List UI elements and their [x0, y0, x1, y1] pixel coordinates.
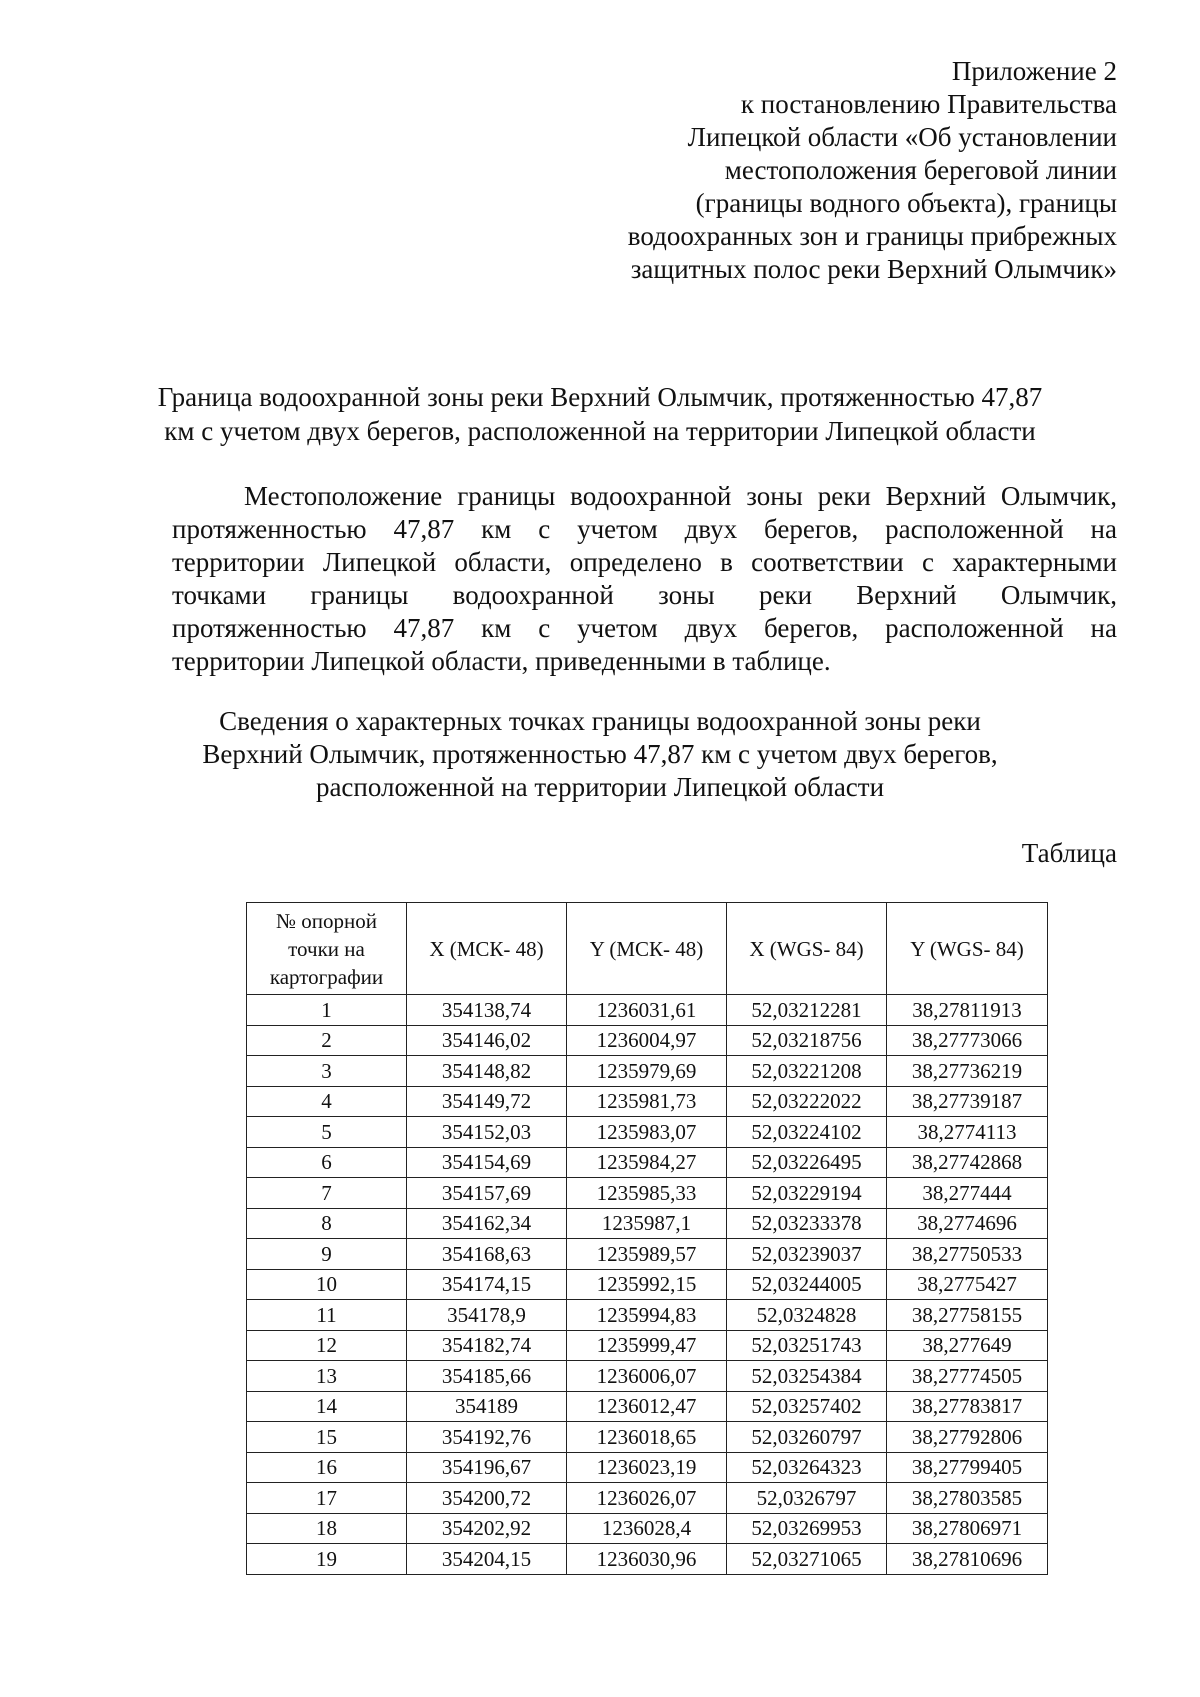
cell-x-msk: 354204,15 — [407, 1544, 567, 1575]
cell-x-msk: 354189 — [407, 1391, 567, 1422]
cell-y-msk: 1236012,47 — [567, 1391, 727, 1422]
cell-point-number: 5 — [247, 1117, 407, 1148]
cell-point-number: 8 — [247, 1208, 407, 1239]
cell-y-msk: 1236031,61 — [567, 995, 727, 1026]
cell-y-wgs: 38,27810696 — [887, 1544, 1048, 1575]
cell-point-number: 15 — [247, 1422, 407, 1453]
cell-y-msk: 1235999,47 — [567, 1330, 727, 1361]
header-x-msk: X (МСК- 48) — [407, 903, 567, 995]
cell-x-wgs: 52,03239037 — [727, 1239, 887, 1270]
cell-x-msk: 354174,15 — [407, 1269, 567, 1300]
cell-point-number: 12 — [247, 1330, 407, 1361]
table-label: Таблица — [1021, 838, 1117, 868]
cell-point-number: 11 — [247, 1300, 407, 1331]
cell-y-wgs: 38,27736219 — [887, 1056, 1048, 1087]
cell-x-wgs: 52,0326797 — [727, 1483, 887, 1514]
appendix-line: водоохранных зон и границы прибрежных — [627, 221, 1117, 251]
cell-y-wgs: 38,2774696 — [887, 1208, 1048, 1239]
caption-line: расположенной на территории Липецкой области — [315, 772, 885, 802]
header-point-number-line: № опорной — [275, 908, 377, 933]
cell-y-msk: 1235989,57 — [567, 1239, 727, 1270]
cell-point-number: 9 — [247, 1239, 407, 1270]
cell-y-wgs: 38,27774505 — [887, 1361, 1048, 1392]
table-row — [247, 1544, 1048, 1575]
cell-x-wgs: 52,03251743 — [727, 1330, 887, 1361]
cell-x-msk: 354178,9 — [407, 1300, 567, 1331]
cell-x-msk: 354196,67 — [407, 1452, 567, 1483]
table-row — [247, 1086, 1048, 1117]
cell-x-wgs: 52,03212281 — [727, 995, 887, 1026]
header-point-number-line: картографии — [269, 964, 384, 989]
table-row — [247, 1117, 1048, 1148]
appendix-line: к постановлению Правительства — [740, 89, 1117, 119]
cell-point-number: 6 — [247, 1147, 407, 1178]
cell-x-wgs: 52,03257402 — [727, 1391, 887, 1422]
table-row — [247, 1025, 1048, 1056]
cell-x-wgs: 52,03271065 — [727, 1544, 887, 1575]
cell-point-number: 17 — [247, 1483, 407, 1514]
cell-x-wgs: 52,03229194 — [727, 1178, 887, 1209]
table-row — [247, 1269, 1048, 1300]
cell-x-wgs: 52,03221208 — [727, 1056, 887, 1087]
appendix-line: Липецкой области «Об установлении — [687, 122, 1117, 152]
table-caption — [100, 705, 1100, 804]
document-title — [100, 380, 1100, 448]
cell-x-msk: 354185,66 — [407, 1361, 567, 1392]
cell-y-msk: 1235992,15 — [567, 1269, 727, 1300]
cell-x-msk: 354162,34 — [407, 1208, 567, 1239]
body-paragraph — [172, 480, 1117, 678]
cell-y-wgs: 38,277444 — [887, 1178, 1048, 1209]
cell-point-number: 10 — [247, 1269, 407, 1300]
appendix-line: Приложение 2 — [951, 56, 1117, 86]
table-row — [247, 1056, 1048, 1087]
cell-y-wgs: 38,27758155 — [887, 1300, 1048, 1331]
cell-x-msk: 354152,03 — [407, 1117, 567, 1148]
table-row — [247, 1391, 1048, 1422]
table-row — [247, 1330, 1048, 1361]
paragraph-line: территории Липецкой области, приведенными в таблице. — [172, 646, 831, 676]
cell-point-number: 16 — [247, 1452, 407, 1483]
header-y-wgs: Y (WGS- 84) — [887, 903, 1048, 995]
header-point-number — [247, 903, 407, 995]
cell-x-msk: 354182,74 — [407, 1330, 567, 1361]
appendix-line: местоположения береговой линии — [724, 155, 1117, 185]
cell-x-msk: 354200,72 — [407, 1483, 567, 1514]
cell-x-wgs: 52,03222022 — [727, 1086, 887, 1117]
table-row — [247, 1361, 1048, 1392]
cell-x-msk: 354138,74 — [407, 995, 567, 1026]
table-row — [247, 1208, 1048, 1239]
table-row — [247, 1178, 1048, 1209]
cell-point-number: 19 — [247, 1544, 407, 1575]
table-header-row — [247, 903, 1048, 995]
cell-y-wgs: 38,27773066 — [887, 1025, 1048, 1056]
cell-point-number: 18 — [247, 1513, 407, 1544]
cell-y-wgs: 38,277649 — [887, 1330, 1048, 1361]
cell-y-wgs: 38,27739187 — [887, 1086, 1048, 1117]
cell-x-msk: 354154,69 — [407, 1147, 567, 1178]
cell-y-msk: 1236028,4 — [567, 1513, 727, 1544]
paragraph-line: Местоположение границы водоохранной зоны реки Верхний Олымчик, — [244, 481, 1117, 511]
caption-line: Верхний Олымчик, протяженностью 47,87 км с учетом двух берегов, — [202, 739, 998, 769]
cell-y-msk: 1235979,69 — [567, 1056, 727, 1087]
cell-y-msk: 1235981,73 — [567, 1086, 727, 1117]
cell-y-wgs: 38,27783817 — [887, 1391, 1048, 1422]
cell-y-wgs: 38,27750533 — [887, 1239, 1048, 1270]
cell-y-wgs: 38,27792806 — [887, 1422, 1048, 1453]
cell-y-msk: 1236023,19 — [567, 1452, 727, 1483]
cell-point-number: 2 — [247, 1025, 407, 1056]
cell-y-msk: 1236018,65 — [567, 1422, 727, 1453]
cell-y-msk: 1235987,1 — [567, 1208, 727, 1239]
cell-x-wgs: 52,03218756 — [727, 1025, 887, 1056]
cell-x-msk: 354168,63 — [407, 1239, 567, 1270]
cell-y-wgs: 38,27806971 — [887, 1513, 1048, 1544]
table-row — [247, 1422, 1048, 1453]
table-row — [247, 1483, 1048, 1514]
header-x-wgs: X (WGS- 84) — [727, 903, 887, 995]
cell-x-wgs: 52,03269953 — [727, 1513, 887, 1544]
paragraph-line: протяженностью 47,87 км с учетом двух берегов, расположенной на — [172, 613, 1117, 643]
appendix-line: защитных полос реки Верхний Олымчик» — [630, 254, 1117, 284]
cell-y-wgs: 38,27803585 — [887, 1483, 1048, 1514]
cell-x-wgs: 52,03264323 — [727, 1452, 887, 1483]
header-y-msk: Y (МСК- 48) — [567, 903, 727, 995]
cell-x-msk: 354157,69 — [407, 1178, 567, 1209]
cell-y-msk: 1235984,27 — [567, 1147, 727, 1178]
cell-y-wgs: 38,2775427 — [887, 1269, 1048, 1300]
cell-point-number: 7 — [247, 1178, 407, 1209]
table-body — [247, 995, 1048, 1575]
title-line: км с учетом двух берегов, расположенной на территории Липецкой области — [164, 416, 1036, 446]
cell-point-number: 4 — [247, 1086, 407, 1117]
coordinates-table — [246, 902, 1048, 1575]
cell-y-wgs: 38,27742868 — [887, 1147, 1048, 1178]
cell-x-msk: 354192,76 — [407, 1422, 567, 1453]
table-row — [247, 995, 1048, 1026]
cell-y-wgs: 38,2774113 — [887, 1117, 1048, 1148]
paragraph-line: точками границы водоохранной зоны реки Верхний Олымчик, — [172, 580, 1117, 610]
cell-y-wgs: 38,27799405 — [887, 1452, 1048, 1483]
cell-y-msk: 1235983,07 — [567, 1117, 727, 1148]
paragraph-line: территории Липецкой области, определено в соответствии с характерными — [172, 547, 1117, 577]
cell-x-msk: 354146,02 — [407, 1025, 567, 1056]
cell-y-msk: 1236006,07 — [567, 1361, 727, 1392]
appendix-header — [517, 55, 1117, 286]
cell-x-wgs: 52,03254384 — [727, 1361, 887, 1392]
title-line: Граница водоохранной зоны реки Верхний Олымчик, протяженностью 47,87 — [157, 382, 1043, 412]
cell-point-number: 1 — [247, 995, 407, 1026]
table-row — [247, 1513, 1048, 1544]
cell-x-wgs: 52,03260797 — [727, 1422, 887, 1453]
cell-x-msk: 354148,82 — [407, 1056, 567, 1087]
paragraph-line: протяженностью 47,87 км с учетом двух берегов, расположенной на — [172, 514, 1117, 544]
cell-x-msk: 354202,92 — [407, 1513, 567, 1544]
cell-point-number: 13 — [247, 1361, 407, 1392]
cell-point-number: 3 — [247, 1056, 407, 1087]
header-point-number-line: точки на — [288, 936, 365, 961]
cell-x-msk: 354149,72 — [407, 1086, 567, 1117]
cell-x-wgs: 52,03233378 — [727, 1208, 887, 1239]
cell-y-msk: 1236026,07 — [567, 1483, 727, 1514]
cell-y-msk: 1235994,83 — [567, 1300, 727, 1331]
cell-y-msk: 1235985,33 — [567, 1178, 727, 1209]
table-row — [247, 1300, 1048, 1331]
cell-y-msk: 1236030,96 — [567, 1544, 727, 1575]
cell-x-wgs: 52,0324828 — [727, 1300, 887, 1331]
cell-point-number: 14 — [247, 1391, 407, 1422]
caption-line: Сведения о характерных точках границы водоохранной зоны реки — [219, 706, 981, 736]
cell-x-wgs: 52,03224102 — [727, 1117, 887, 1148]
table-row — [247, 1452, 1048, 1483]
cell-y-msk: 1236004,97 — [567, 1025, 727, 1056]
table-row — [247, 1239, 1048, 1270]
cell-x-wgs: 52,03226495 — [727, 1147, 887, 1178]
cell-y-wgs: 38,27811913 — [887, 995, 1048, 1026]
cell-x-wgs: 52,03244005 — [727, 1269, 887, 1300]
appendix-line: (границы водного объекта), границы — [695, 188, 1117, 218]
table-row — [247, 1147, 1048, 1178]
